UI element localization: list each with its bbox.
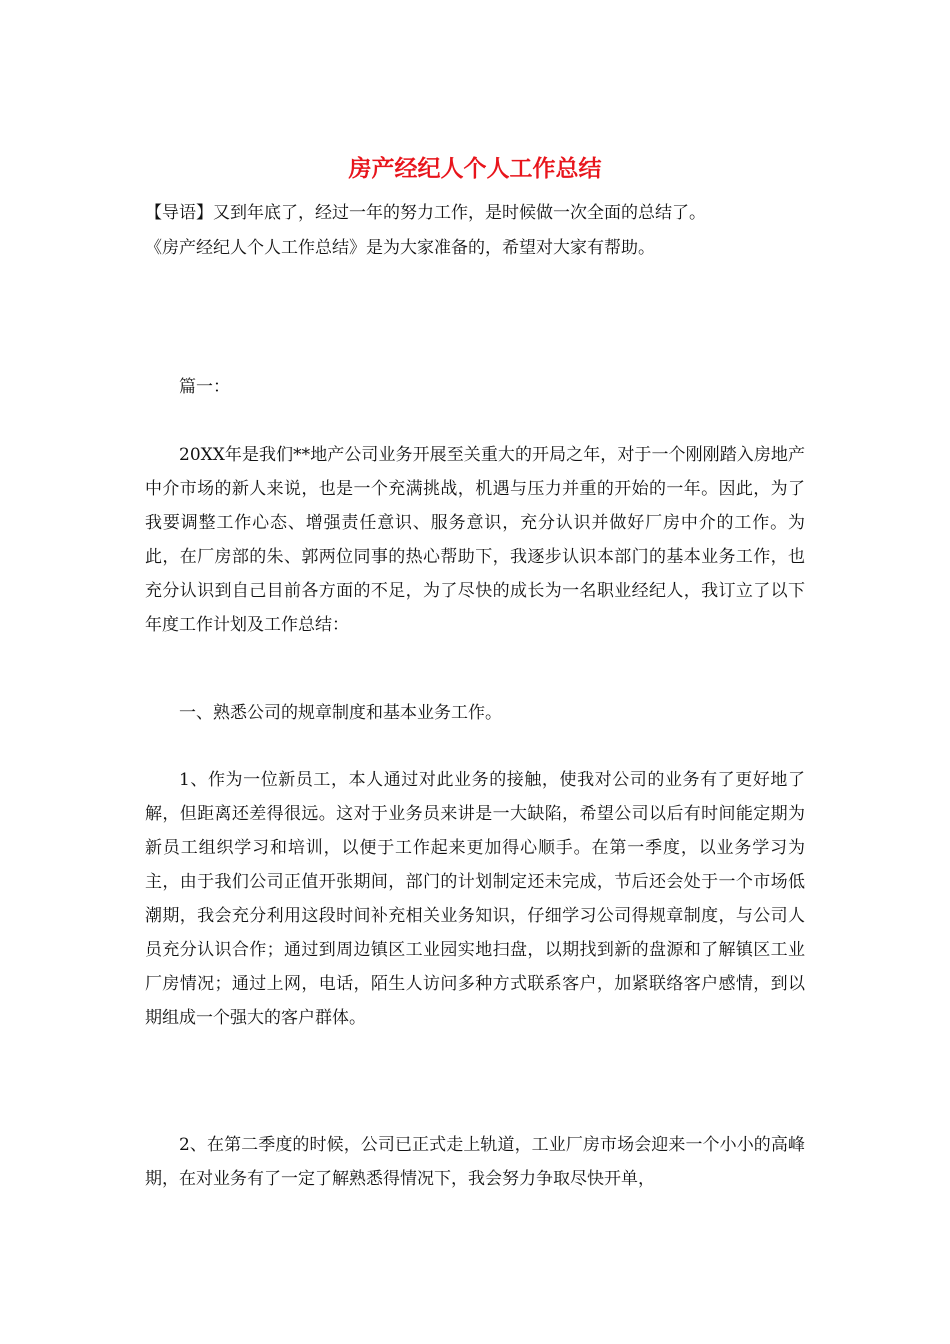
paragraph-item-2: 2、在第二季度的时候，公司已正式走上轨道，工业厂房市场会迎来一个小小的高峰期，在对业务有了一定了解熟悉得情况下，我会努力争取尽快开单， bbox=[145, 1135, 805, 1189]
intro-block bbox=[145, 196, 825, 266]
paragraph-item-1: 1、作为一位新员工，本人通过对此业务的接触，使我对公司的业务有了更好地了解，但距离还差得很远。这对于业务员来讲是一大缺陷，希望公司以后有时间能定期为新员工组织学习和培训，以便于工作起来更加得心顺手。在第一季度，以业务学习为主，由于我们公司正值开张期间，部门的计划制定还未完成，节后还会处于一个市场低潮期，我会充分利用这段时间补充相关业务知识，仔细学习公司得规章制度，与公司人员充分认识合作；通过到周边镇区工业园实地扫盘，以期找到新的盘源和了解镇区工业厂房情况；通过上网，电话，陌生人访问多种方式联系客户，加紧联络客户感情，到以期组成一个强大的客户群体。 bbox=[145, 770, 805, 1028]
document-title: 房产经纪人个人工作总结 bbox=[348, 155, 602, 182]
section-heading-1: 一、熟悉公司的规章制度和基本业务工作。 bbox=[179, 703, 502, 723]
intro-line-1: 【导语】又到年底了，经过一年的努力工作，是时候做一次全面的总结了。 bbox=[145, 203, 706, 223]
paragraph-body-1: 20XX年是我们**地产公司业务开展至关重大的开局之年，对于一个刚刚踏入房地产中介市场的新人来说，也是一个充满挑战，机遇与压力并重的开始的一年。因此，为了我要调整工作心态、增强责任意识、服务意识，充分认识并做好厂房中介的工作。为此，在厂房部的朱、郭两位同事的热心帮助下，我逐步认识本部门的基本业务工作，也充分认识到自己目前各方面的不足，为了尽快的成长为一名职业经纪人，我订立了以下年度工作计划及工作总结： bbox=[145, 445, 805, 635]
section-label: 篇一： bbox=[179, 377, 230, 397]
intro-line-2: 《房产经纪人个人工作总结》是为大家准备的，希望对大家有帮助。 bbox=[145, 238, 655, 258]
